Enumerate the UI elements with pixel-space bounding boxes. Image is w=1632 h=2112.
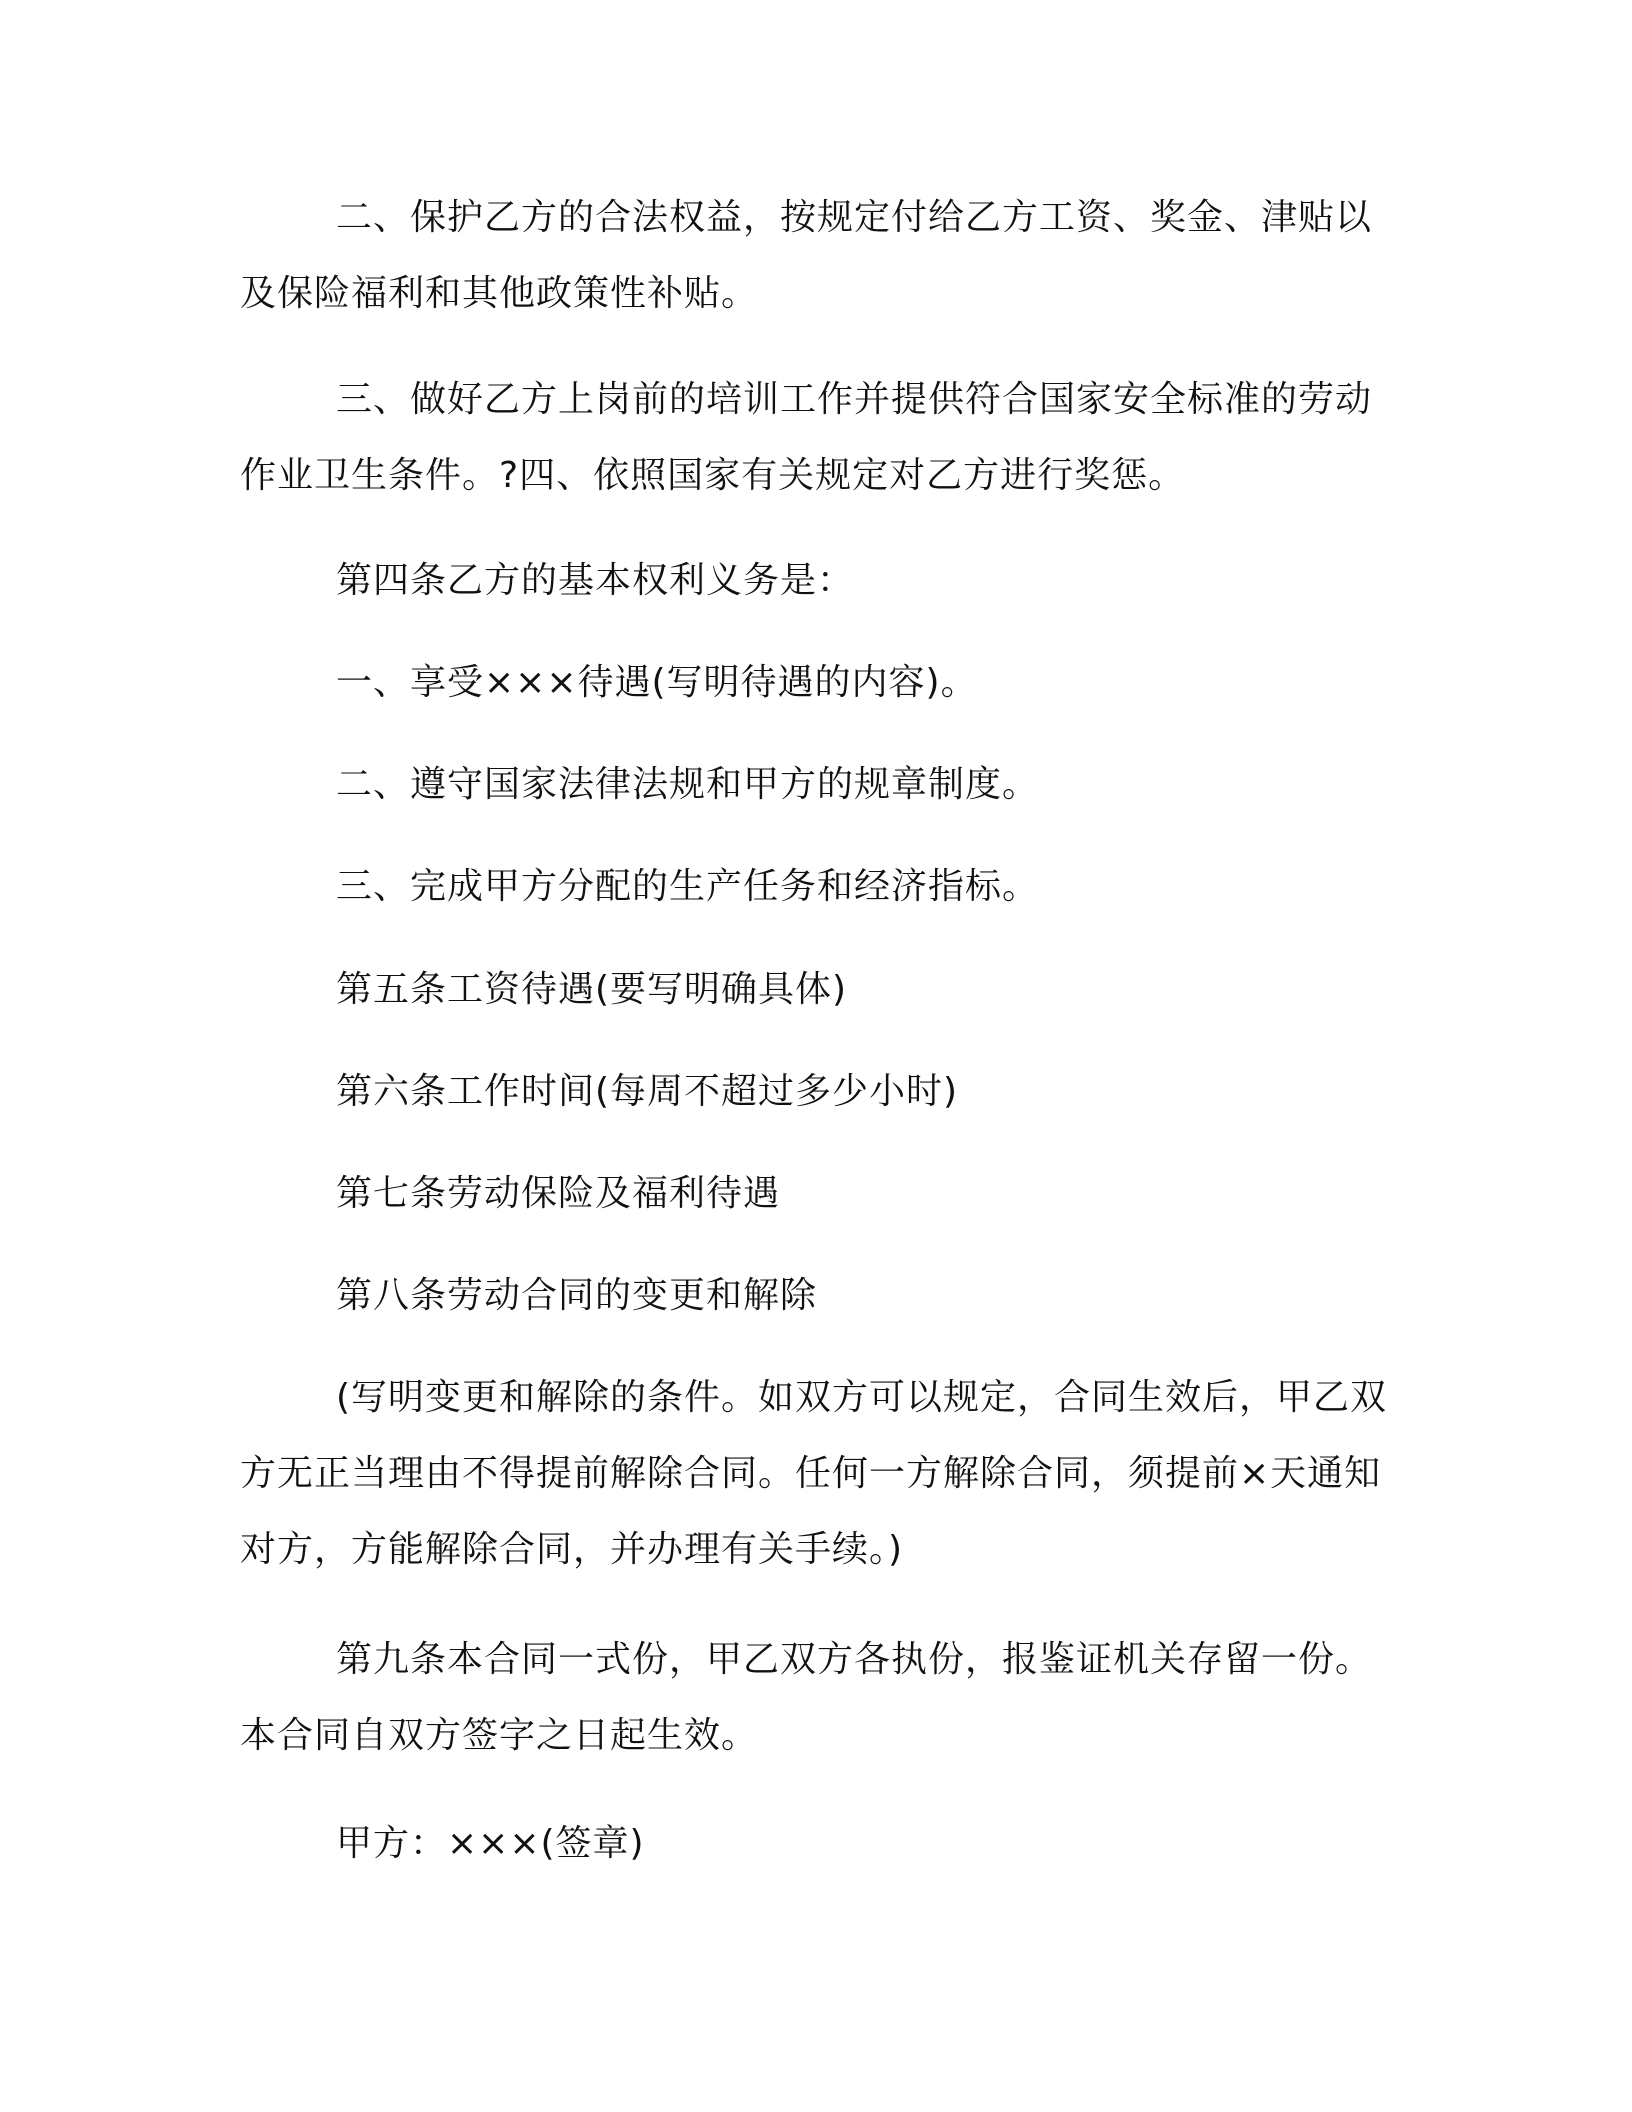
paragraph-clause-4-item-3: 三、完成甲方分配的生产任务和经济指标。 — [336, 866, 1040, 907]
paragraph-clause-9: 第九条本合同一式份，甲乙双方各执份，报鉴证机关存留一份。本合同自双方签字之日起生效。 — [240, 1639, 1373, 1756]
paragraph-clause-4-item-2: 二、遵守国家法律法规和甲方的规章制度。 — [336, 764, 1040, 805]
party-a-signature-line: 甲方：×××(签章) — [336, 1823, 645, 1864]
paragraph-clause-8: 第八条劳动合同的变更和解除 — [336, 1275, 818, 1316]
paragraph-clause-3-item-2: 二、保护乙方的合法权益，按规定付给乙方工资、奖金、津贴以及保险福利和其他政策性补贴。 — [240, 197, 1373, 314]
paragraph-clause-8-note: (写明变更和解除的条件。如双方可以规定，合同生效后，甲乙双方无正当理由不得提前解除合同。任何一方解除合同，须提前×天通知对方，方能解除合同，并办理有关手续。) — [240, 1377, 1388, 1570]
paragraph-clause-4-heading: 第四条乙方的基本权利义务是： — [336, 560, 855, 601]
paragraph-clause-3-item-3-4: 三、做好乙方上岗前的培训工作并提供符合国家安全标准的劳动作业卫生条件。?四、依照国家有关规定对乙方进行奖惩。 — [240, 379, 1373, 496]
paragraph-clause-7: 第七条劳动保险及福利待遇 — [336, 1173, 781, 1214]
paragraph-clause-4-item-1: 一、享受×××待遇(写明待遇的内容)。 — [336, 662, 978, 703]
paragraph-clause-6: 第六条工作时间(每周不超过多少小时) — [336, 1071, 959, 1112]
paragraph-clause-5: 第五条工资待遇(要写明确具体) — [336, 969, 848, 1010]
